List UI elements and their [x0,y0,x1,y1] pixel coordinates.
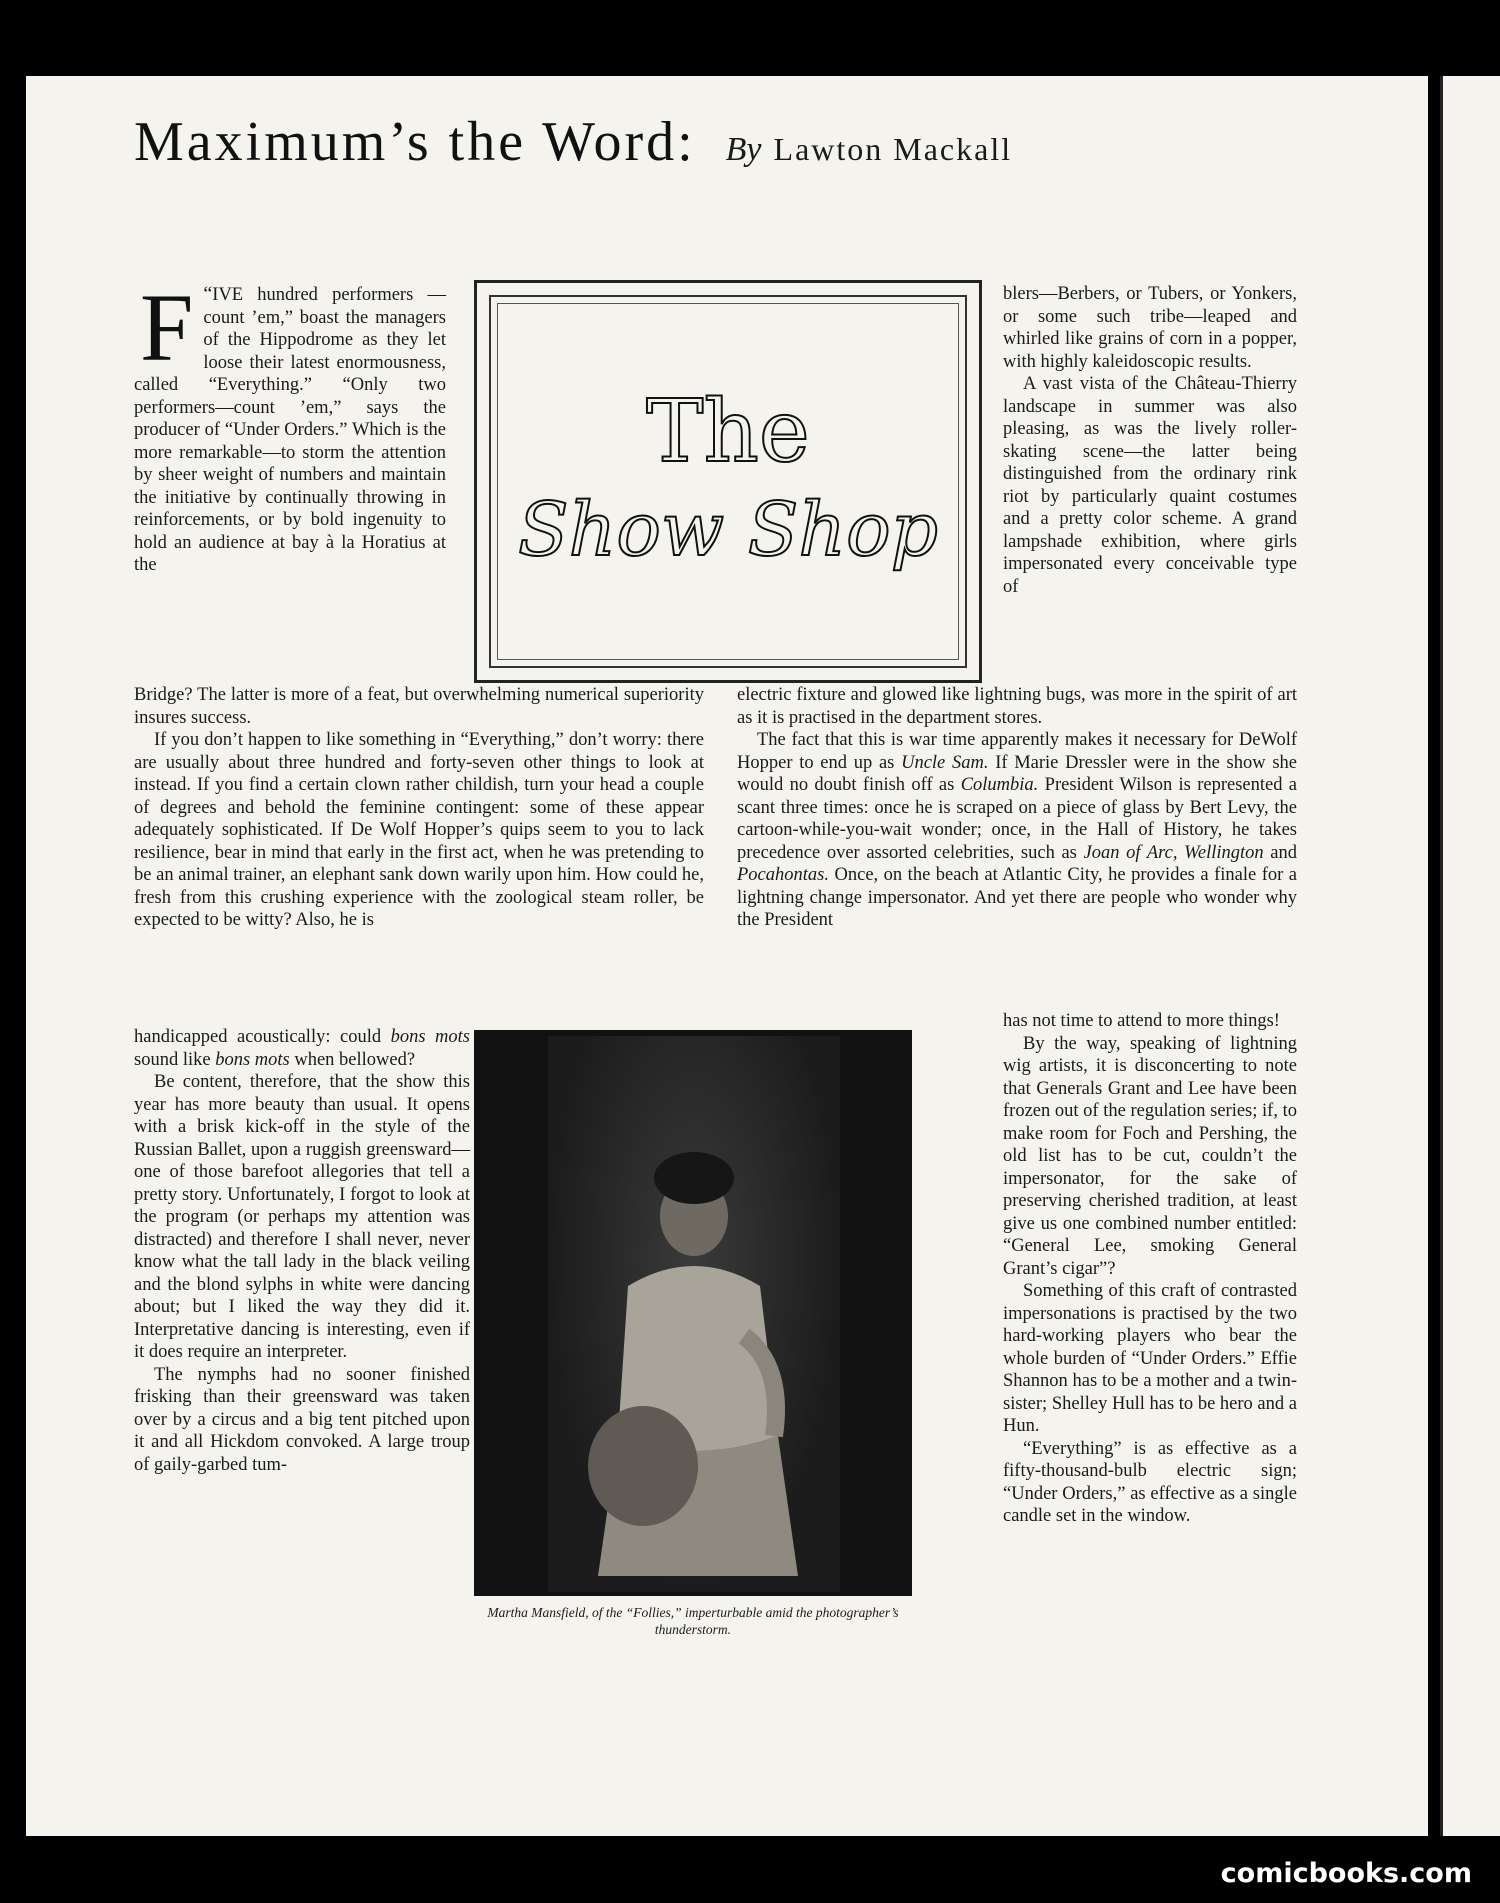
column-1-bottom [134,1026,470,1476]
wide-column-right [737,684,1297,932]
photo-image [548,1036,840,1592]
article-title [134,110,1304,190]
title-main: Maximum’s the Word: [134,111,696,173]
facing-page-edge [1440,76,1500,1836]
text-run: handicapped acoustically: could [134,1027,382,1047]
italic-text: Pocahontas. [737,865,829,885]
text-run: when bellowed? [294,1049,416,1070]
drop-cap: F [140,274,194,381]
paragraph-continued [134,1026,470,1071]
italic-text: Joan of Arc, Wellington [1083,842,1264,863]
show-shop-header-box [474,280,982,683]
text-run: If Marie Dressler were in the show she would no doubt finish off as [737,752,1297,795]
title-by: By [725,131,762,168]
text-run: The fact that this is war time apparently makes it necessary for DeWolf Hopper to end up as [737,730,1297,773]
box-inner-frame [497,303,959,660]
text-run: President Wilson is represented a scant three times: once he is scraped on a piece of glass by Bert Levy, the cartoon-while-you-wait wonder; once, in the Hall of History, he takes precedence over assorted celebrities, such as [737,775,1298,863]
paragraph: By the way, speaking of lightning wig artists, it is disconcerting to note that Generals Grant and Lee have been frozen out of the regulation series; if, to make room for Foch and Pershing, the old list has to be cut, couldn’t the impersonator, for the sake of preserving cherished tradition, at least give us one combined number entitled: “General Lee, smoking General Grant’s cigar”? [1003,1033,1297,1279]
photo-frame [474,1030,912,1596]
paragraph-continued: blers—Berbers, or Tubers, or Yonkers, or some such tribe—leaped and whirled like grains of corn in a popper, with highly kaleidoscopic results. [1003,284,1297,372]
show-shop-the: The [646,381,810,482]
portrait-figure [548,1036,840,1592]
paragraph [737,729,1297,932]
paragraph: Something of this craft of contrasted impersonations is practised by the two hard-working players who bear the whole burden of “Under Orders.” Effie Shannon has to be a mother and a twin-sister; Shelley Hull has to be hero and a Hun. [1003,1281,1297,1436]
wide-column-left [134,684,704,932]
box-frame [489,295,967,668]
text-run: Once, on the beach at Atlantic City, he provides a finale for a lightning change impersonator. And yet there are people who wonder why the President [737,865,1298,930]
photo-caption: Martha Mansfield, of the “Follies,” imperturbable amid the photographer’s thunderstorm. [487,1605,899,1637]
italic-text: bons mots [215,1049,290,1070]
show-shop-title: Show Shop [517,486,939,573]
paragraph-text: IVE hundred performers — count ’em,” boast the managers of the Hippodrome as they let loose their latest enormousness, called “Everything.” “Only two performers—count ’em,” says the producer of “Under Orders.” Which is the more remarkable—to storm the attention by sheer weight of numbers and maintain the initiative by continually throwing in reinforcements, or by bold ingenuity to hold an audience at bay à la Horatius at the [134,285,446,575]
paragraph: Be content, therefore, that the show this year has more beauty than usual. It opens with a brisk kick-off in the style of the Russian Ballet, upon a ruggish greensward—one of those barefoot allegories that tell a pretty story. Unfortunately, I forgot to look at the program (or perhaps my attention was distracted) and therefore I shall never, never know what the tall lady in the black veiling and the blond sylphs in white were dancing about; but I liked the way they did it. Interpretative dancing is interesting, even if it does require an interpreter. [134,1072,470,1362]
column-1-top [134,274,446,577]
paragraph: A vast vista of the Château-Thierry landscape in summer was also pleasing, as was the lively roller-skating scene—the latter being distinguished from the ordinary rink riot by particularly quaint costumes and a pretty color scheme. A grand lampshade exhibition, where girls impersonated every conceivable type of [1003,374,1297,597]
paragraph-continued: has not time to attend to more things! [1003,1011,1280,1031]
paragraph-continued: Bridge? The latter is more of a feat, but overwhelming numerical superiority insures success. [134,685,704,728]
watermark: comicbooks.com [1220,1858,1472,1889]
column-3-bottom [1003,1010,1297,1528]
text-run: sound like [134,1049,211,1070]
italic-text: bons mots [390,1027,470,1047]
author-name: Lawton Mackall [773,131,1013,167]
paragraph: If you don’t happen to like something in “Everything,” don’t worry: there are usually about three hundred and forty-seven other things to look at instead. If you find a certain clown rather childish, turn your head a couple of degrees and behold the feminine contingent: some of these appear adequately sophisticated. If De Wolf Hopper’s quips seem to you to lack resilience, bear in mind that early in the first act, when he was pretending to be an animal trainer, an elephant sank down warily upon him. How could he, fresh from this crushing experience with the zoological steam roller, be expected to be witty? Also, he is [134,730,704,930]
paragraph-continued: electric fixture and glowed like lightning bugs, was more in the spirit of art as it is practised in the department stores. [737,685,1297,728]
italic-text: Columbia. [960,775,1039,795]
paragraph: “Everything” is as effective as a fifty-thousand-bulb electric sign; “Under Orders,” as effective as a single candle set in the window. [1003,1438,1297,1526]
opening-quote: “ [203,283,213,305]
paragraph: The nymphs had no sooner finished frisking than their greensward was taken over by a circus and a big tent pitched upon it and all Hickdom convoked. A large troup of gaily-garbed tum- [134,1364,470,1475]
opening-paragraph [134,274,446,577]
italic-text: Uncle Sam. [901,752,989,773]
column-3-top [1003,283,1297,598]
text-run: and [1270,842,1298,863]
